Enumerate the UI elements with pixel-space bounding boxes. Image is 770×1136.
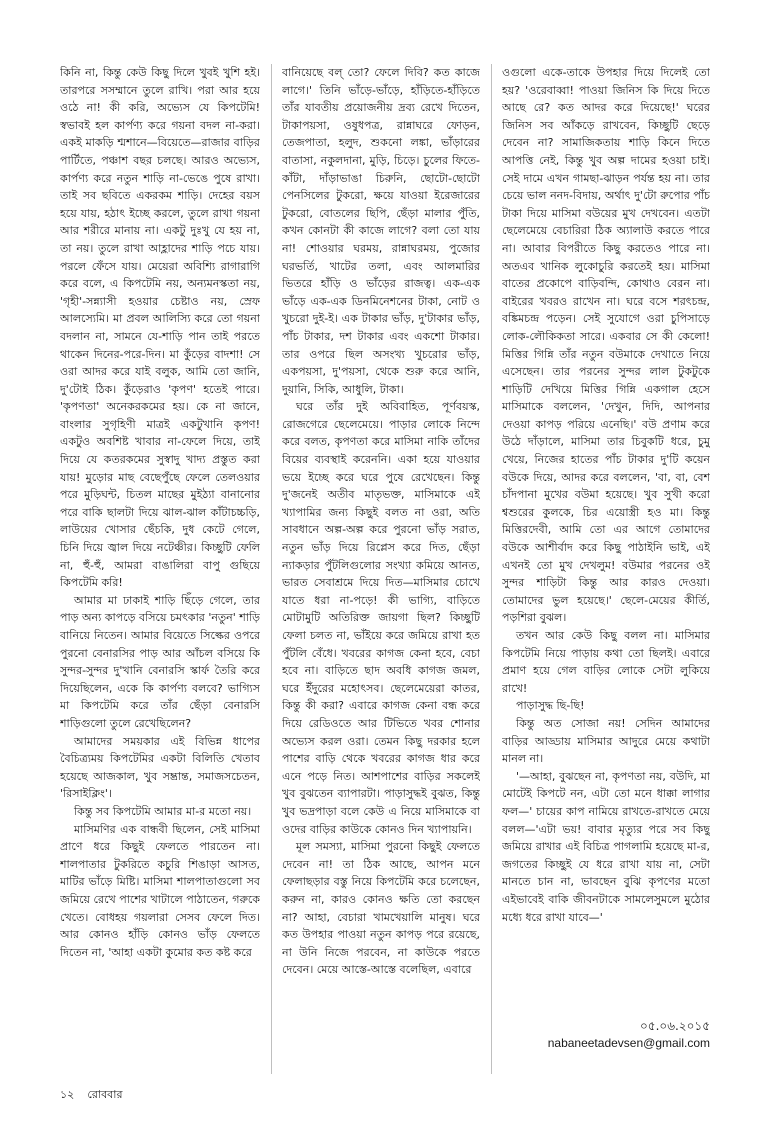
paragraph: মূল সমস্যা, মাসিমা পুরনো কিছুই ফেলতে দেবেন না! তা ঠিক আছে, আপন মনে ফেলাছড়ার বস্তু নিয়ে কিপটেমি করে চলেছেন, করুন না, কারও কোনও ক্ষতি তো করছেন না? আহা, বেচারা খামখেয়ালি মানুষ। ঘরে কত উপহার পাওয়া নতুন কাপড় পরে রয়েছে, না উনি নিজে পরবেন, না কাউকে পরতে দেবেন। মেয়ে আস্তে-আস্তে বলেছিল, এবারে (282, 840, 480, 977)
paragraph: তখন আর কেউ কিছু বলল না। মাসিমার কিপটেমি নিয়ে পাড়ায় কথা তো ছিলই। এবারে প্রমাণ হয়ে গেল বাড়ির লোকে সেটা লুকিয়ে রাখে! (502, 629, 710, 695)
page-number: ১২ (60, 1089, 75, 1101)
paragraph: ঘরে তাঁর দুই অবিবাহিত, পূর্ণবয়স্ক, রোজগেরে ছেলেমেয়ে। পাড়ার লোকে নিন্দে করে বলত, কৃপণতা করে মাসিমা নাকি তাঁদের বিয়ের ব্যবস্থাই করেননি। একা হয়ে যাওয়ার ভয়ে ইচ্ছে করে ঘরে পুষে রেখেছেন। কিন্তু দু'জনেই অতীব মাতৃভক্ত, মাসিমাকে এই খ্যাপামির জন্য কিছুই বলত না ওরা, অতি সাবধানে অল্প-অল্প করে পুরনো ভাঁড় সরাত, নতুন ভাঁড় দিয়ে রিপ্লেস করে দিত, ছেঁড়া ন্যাকড়ার পুঁটলিগুলোর সংখ্যা কমিয়ে আনত, ভারত সেবাশ্রমে দিয়ে দিত—মাসিমার চোখে যাতে ধরা না-পড়ে! কী ভাগ্যি, বাড়িতে মোটামুটি অতিরিক্ত জায়গা ছিল? কিচ্ছুটি ফেলা চলত না, ভাঁইয়ে করে জমিয়ে রাখা হত পুঁটলি বেঁধে। খবরের কাগজ কেনা হবে, বেচা হবে না। বাড়িতে ছাদ অবধি কাগজ জমল, ঘরে ইঁদুরের মহোৎসব। ছেলেমেয়েরা কাতর, কিন্তু কী করা? এবারে কাগজ কেনা বন্ধ করে দিয়ে রেডিওতে আর টিভিতে খবর শোনার অভ্যেস করল ওরা। তেমন কিছু দরকার হলে পাশের বাড়ি থেকে খবরের কাগজ ধার করে এনে পড়ে নিত। আশপাশের বাড়ির সকলেই খুব বুঝতেন ব্যাপারটা। পাড়াসুদ্ধই বুঝত, কিন্তু খুব ভদ্রপাড়া বলে কেউ এ নিয়ে মাসিমাকে বা ওদের বাড়ির কাউকে কোনও দিন খ্যাপায়নি। (282, 400, 480, 836)
paragraph: মাসিমণির এক বান্ধবী ছিলেন, সেই মাসিমা প্রাণে ধরে কিছুই ফেলতে পারতেন না। শালপাতার টুকরিতে কচুরি শিঙাড়া আসত, মাটির ভাঁড়ে মিষ্টি। মাসিমা শালপাতাগুলো সব জমিয়ে রেখে পাশের খাটালে পাঠাতেন, গরুকে খেতে। বোধহয় গয়লারা সেসব ফেলে দিত। আর কোনও হাঁড়ি কোনও ভাঁড় ফেলতে দিতেন না, 'আহা একটা কুমোর কত কষ্ট করে (60, 822, 260, 959)
section-name: রোববার (87, 1089, 123, 1101)
paragraph: আমার মা ঢাকাই শাড়ি ছিঁড়ে গেলে, তার পাড় অন্য কাপড়ে বসিয়ে চমৎকার 'নতুন' শাড়ি বানিয়ে নিতেন। আমার বিয়েতে সিল্কের ওপরে পুরনো বেনারসির পাড় আর আঁচল বসিয়ে কি সুন্দর-সুন্দর দু'খানি বেনারসি স্কার্ফ তৈরি করে দিয়েছিলেন, একে কি কার্পণ্য বলবে? ভাগ্যিস মা কিপটেমি করে তাঁর ছেঁড়া বেনারসি শাড়িগুলো তুলে রেখেছিলেন? (60, 593, 260, 730)
article-column-3 (502, 64, 710, 1014)
article-column-2 (282, 64, 480, 1074)
column-divider (491, 64, 492, 1074)
paragraph: আমাদের সময়কার এই বিভিন্ন ধাপের বৈচিত্র্যময় কিপটেমির একটা বিলিতি খেতাব হয়েছে আজকাল, খুব সম্ভ্রান্ত, সমাজসচেতন, 'রিসাইক্লিং'। (60, 734, 260, 801)
paragraph: কিন্তু অত সোজা নয়! সেদিন আমাদের বাড়ির আড্ডায় মাসিমার আদুরে মেয়ে কথাটা মানল না। (502, 716, 710, 766)
paragraph: বানিয়েছে বল্ তো? ফেলে দিবি? কত কাজে লাগে।' তিনি ভাঁড়ে-ভাঁড়ে, হাঁড়িতে-হাঁড়িতে তাঁর যাবতীয় প্রয়োজনীয় দ্রব্য রেখে দিতেন, টাকাপয়সা, ওষুধপত্র, রান্নাঘরে ফোড়ন, তেজপাতা, হলুদ, শুকনো লঙ্কা, ভাঁড়ারের বাতাসা, নকুলদানা, মুড়ি, চিড়ে। চুলের ফিতে-কাঁটা, দাঁড়াভাঙা চিরুনি, ছোটো-ছোটো পেনসিলের টুকরো, ক্ষয়ে যাওয়া ইরেজারের টুকরো, বোতলের ছিপি, ছেঁড়া মালার পুঁতি, কখন কোনটা কী কাজে লাগে? বলা তো যায় না! শোওয়ার ঘরময়, রান্নাঘরময়, পুজোর ঘরভর্তি, খাটের তলা, এবং আলমারির ভিতরে হাঁড়ি ও ভাঁড়ের রাজত্ব। এক-এক ভাঁড়ে এক-এক ডিনমিনেশনের টাকা, নোট ও খুচরো দুই-ই। এক টাকার ভাঁড়, দু'টাকার ভাঁড়, পাঁচ টাকার, দশ টাকার এবং একশো টাকার। তার ওপরে ছিল অসংখ্য খুচরোর ভাঁড়, একপয়সা, দু'পয়সা, থেকে শুরু করে আনি, দুয়ানি, সিকি, আধুলি, টাকা। (282, 66, 480, 396)
column-divider (271, 64, 272, 1074)
paragraph: ওগুলো একে-তাকে উপহার দিয়ে দিলেই তো হয়? 'ওরেবাব্বা! পাওয়া জিনিস কি দিয়ে দিতে আছে রে? কত আদর করে দিয়েছে!' ঘরের জিনিস সব আঁকড়ে রাখবেন, কিচ্ছুটি ছেড়ে দেবেন না? সামাজিকতায় শাড়ি কিনে দিতে আপত্তি নেই, কিন্তু খুব অল্প দামের হওয়া চাই। সেই দামে এখন গামছা-ঝাড়ন পর্যন্ত হয় না। তার চেয়ে ভাল ননদ-বিদায়, অর্থাৎ দু'টো রুপোর পাঁচ টাকা দিয়ে মাসিমা বউয়ের মুখ দেখবেন। এতটা ছেলেমেয়ে বেচারিরা ঠিক অ্যালাউ করতে পারে না। আবার বিপরীতে কিছু করতেও পারে না। অতএব খানিক লুকোচুরি করতেই হয়। মাসিমা বাতের প্রকোপে বাড়িবন্দি, কোথাও বেরন না। বাইরের খবরও রাখেন না। ঘরে বসে শরৎচন্দ্র, বঙ্কিমচন্দ্র পড়েন। সেই সুযোগে ওরা চুপিসাড়ে লোক-লৌকিকতা সারে। একবার সে কী কেলো! মিত্তির গিন্নি তাঁর নতুন বউমাকে দেখাতে নিয়ে এসেছেন। তার পরনের সুন্দর লাল টুকটুকে শাড়িটি দেখিয়ে মিত্তির গিন্নি একগাল হেসে মাসিমাকে বললেন, 'দেখুন, দিদি, আপনার দেওয়া কাপড় পরিয়ে এনেছি।' বউ প্রণাম করে উঠে দাঁড়ালে, মাসিমা তার চিবুকটি ধরে, চুমু খেয়ে, নিজের হাতের পাঁচ টাকার দু'টি কয়েন বউকে দিয়ে, আদর করে বললেন, 'বা, বা, বেশ চাঁদপানা মুখের বউমা হয়েছে। খুব সুখী করো শ্বশুরের কুলকে, চির এয়োস্ত্রী হও মা। কিন্তু মিত্তিরদেবী, আমি তো এর আগে তোমাদের বউকে আশীর্বাদ করে কিছু পাঠাইনি ভাই, এই এখনই তো মুখ দেখলুম! বউমার পরনের ওই সুন্দর শাড়িটা কিন্তু আর কারও দেওয়া। তোমাদের ভুল হয়েছে।' ছেলে-মেয়ের কীর্তি, পড়শিরা বুঝল। (502, 66, 710, 625)
paragraph: কিনি না, কিন্তু কেউ কিছু দিলে খুবই খুশি হই। তারপরে সসম্মানে তুলে রাখি। পরা আর হয়ে ওঠে না! কী করি, অভ্যেস যে কিপটেমি! স্বভাবই হল কার্পণ্য করে গয়না বদল না-করা। একই মাকড়ি শ্মশানে—বিয়েতে—রাজার বাড়ির পার্টিতে, পঞ্চাশ বছর চলছে। আরও অভ্যেস, কার্পণ্য করে নতুন শাড়ি না-ভেঙে পুষে রাখা। তাই সব ছবিতে একরকম শাড়ি। দেহের বয়স হয়ে যায়, হঠাৎ ইচ্ছে করলে, তুলে রাখা গয়না আর শরীরে মানায় না। একটু দুঃখু যে হয় না, তা নয়। তুলে রাখা আহ্লাদের শাড়ি পচে যায়। পরলে ফেঁসে যায়। মেয়েরা অবিশ্যি রাগারাগি করে বলে, এ কিপটেমি নয়, অন্যমনস্কতা নয়, 'গৃহী'-সন্ন্যাসী হওয়ার চেষ্টাও নয়, স্রেফ আলস্যেমি। মা প্রবল আলিস্যি করে তো গয়না বদলান না, সামনে যে-শাড়ি পান তাই পরতে থাকেন দিনের-পরে-দিন। মা কুঁড়ের বাদশা! সে ওরা আদর করে যাই বলুক, আমি তো জানি, দু'টোই ঠিক। কুঁড়েরাও 'কৃপণ' হতেই পারে। 'কৃপণতা' অনেকরকমের হয়। কে না জানে, বাংলার সুগৃহিণী মাত্রই একটুখানি কৃপণ! একটুও অবশিষ্ট খাবার না-ফেলে দিয়ে, তাই দিয়ে যে কতরকমের সুস্বাদু খাদ্য প্রস্তুত করা যায়! মুড়োর মাছ বেছেপুঁছে ফেলে তেলওয়ার পরে মুড়িঘন্ট, চিতল মাছের মুইঠ্যা বানানোর পরে বাকি ছালটা দিয়ে ঝাল-ঝাল কাঁটাচচ্চড়ি, লাউয়ের খোসার ছেঁচকি, দুধ কেটে গেলে, চিনি দিয়ে জ্বাল দিয়ে নটেঞ্চীর। কিচ্ছুটি ফেলি না, হুঁ-হুঁ, আমরা বাঙালিরা বাপু গুছিয়ে কিপটেমি করি! (60, 66, 260, 590)
article-date: ০৫.০৬.২০১৫ (639, 1019, 710, 1033)
page-footer (60, 1086, 133, 1105)
paragraph: পাড়াসুদ্ধ ছি-ছি! (516, 699, 585, 713)
paragraph: কিন্তু সব কিপটেমি আমার মা-র মতো নয়। (74, 804, 252, 818)
article-column-1 (60, 64, 260, 1074)
author-email: nabaneetadevsen@gmail.com (547, 1036, 710, 1050)
paragraph: '—আহা, বুঝছেন না, কৃপণতা নয়, বউদি, মা মোটেই কিপটে নন, এটা তো মনে ধাক্কা লাগার ফল—' চায়ের কাপ নামিয়ে রাখতে-রাখতে মেয়ে বলল—'এটা ভয়! বাবার মৃত্যুর পরে সব কিছু জমিয়ে রাখার এই বিচিত্র পাগলামি হয়েছে মা-র, জগতের কিচ্ছুই যে ধরে রাখা যায় না, সেটা মানতে চান না, ভাবছেন বুঝি কৃপণের মতো এইভাবেই বাকি জীবনটাকে সামলেসুমলে মুঠোর মধ্যে ধরে রাখা যাবে—' (502, 769, 710, 924)
